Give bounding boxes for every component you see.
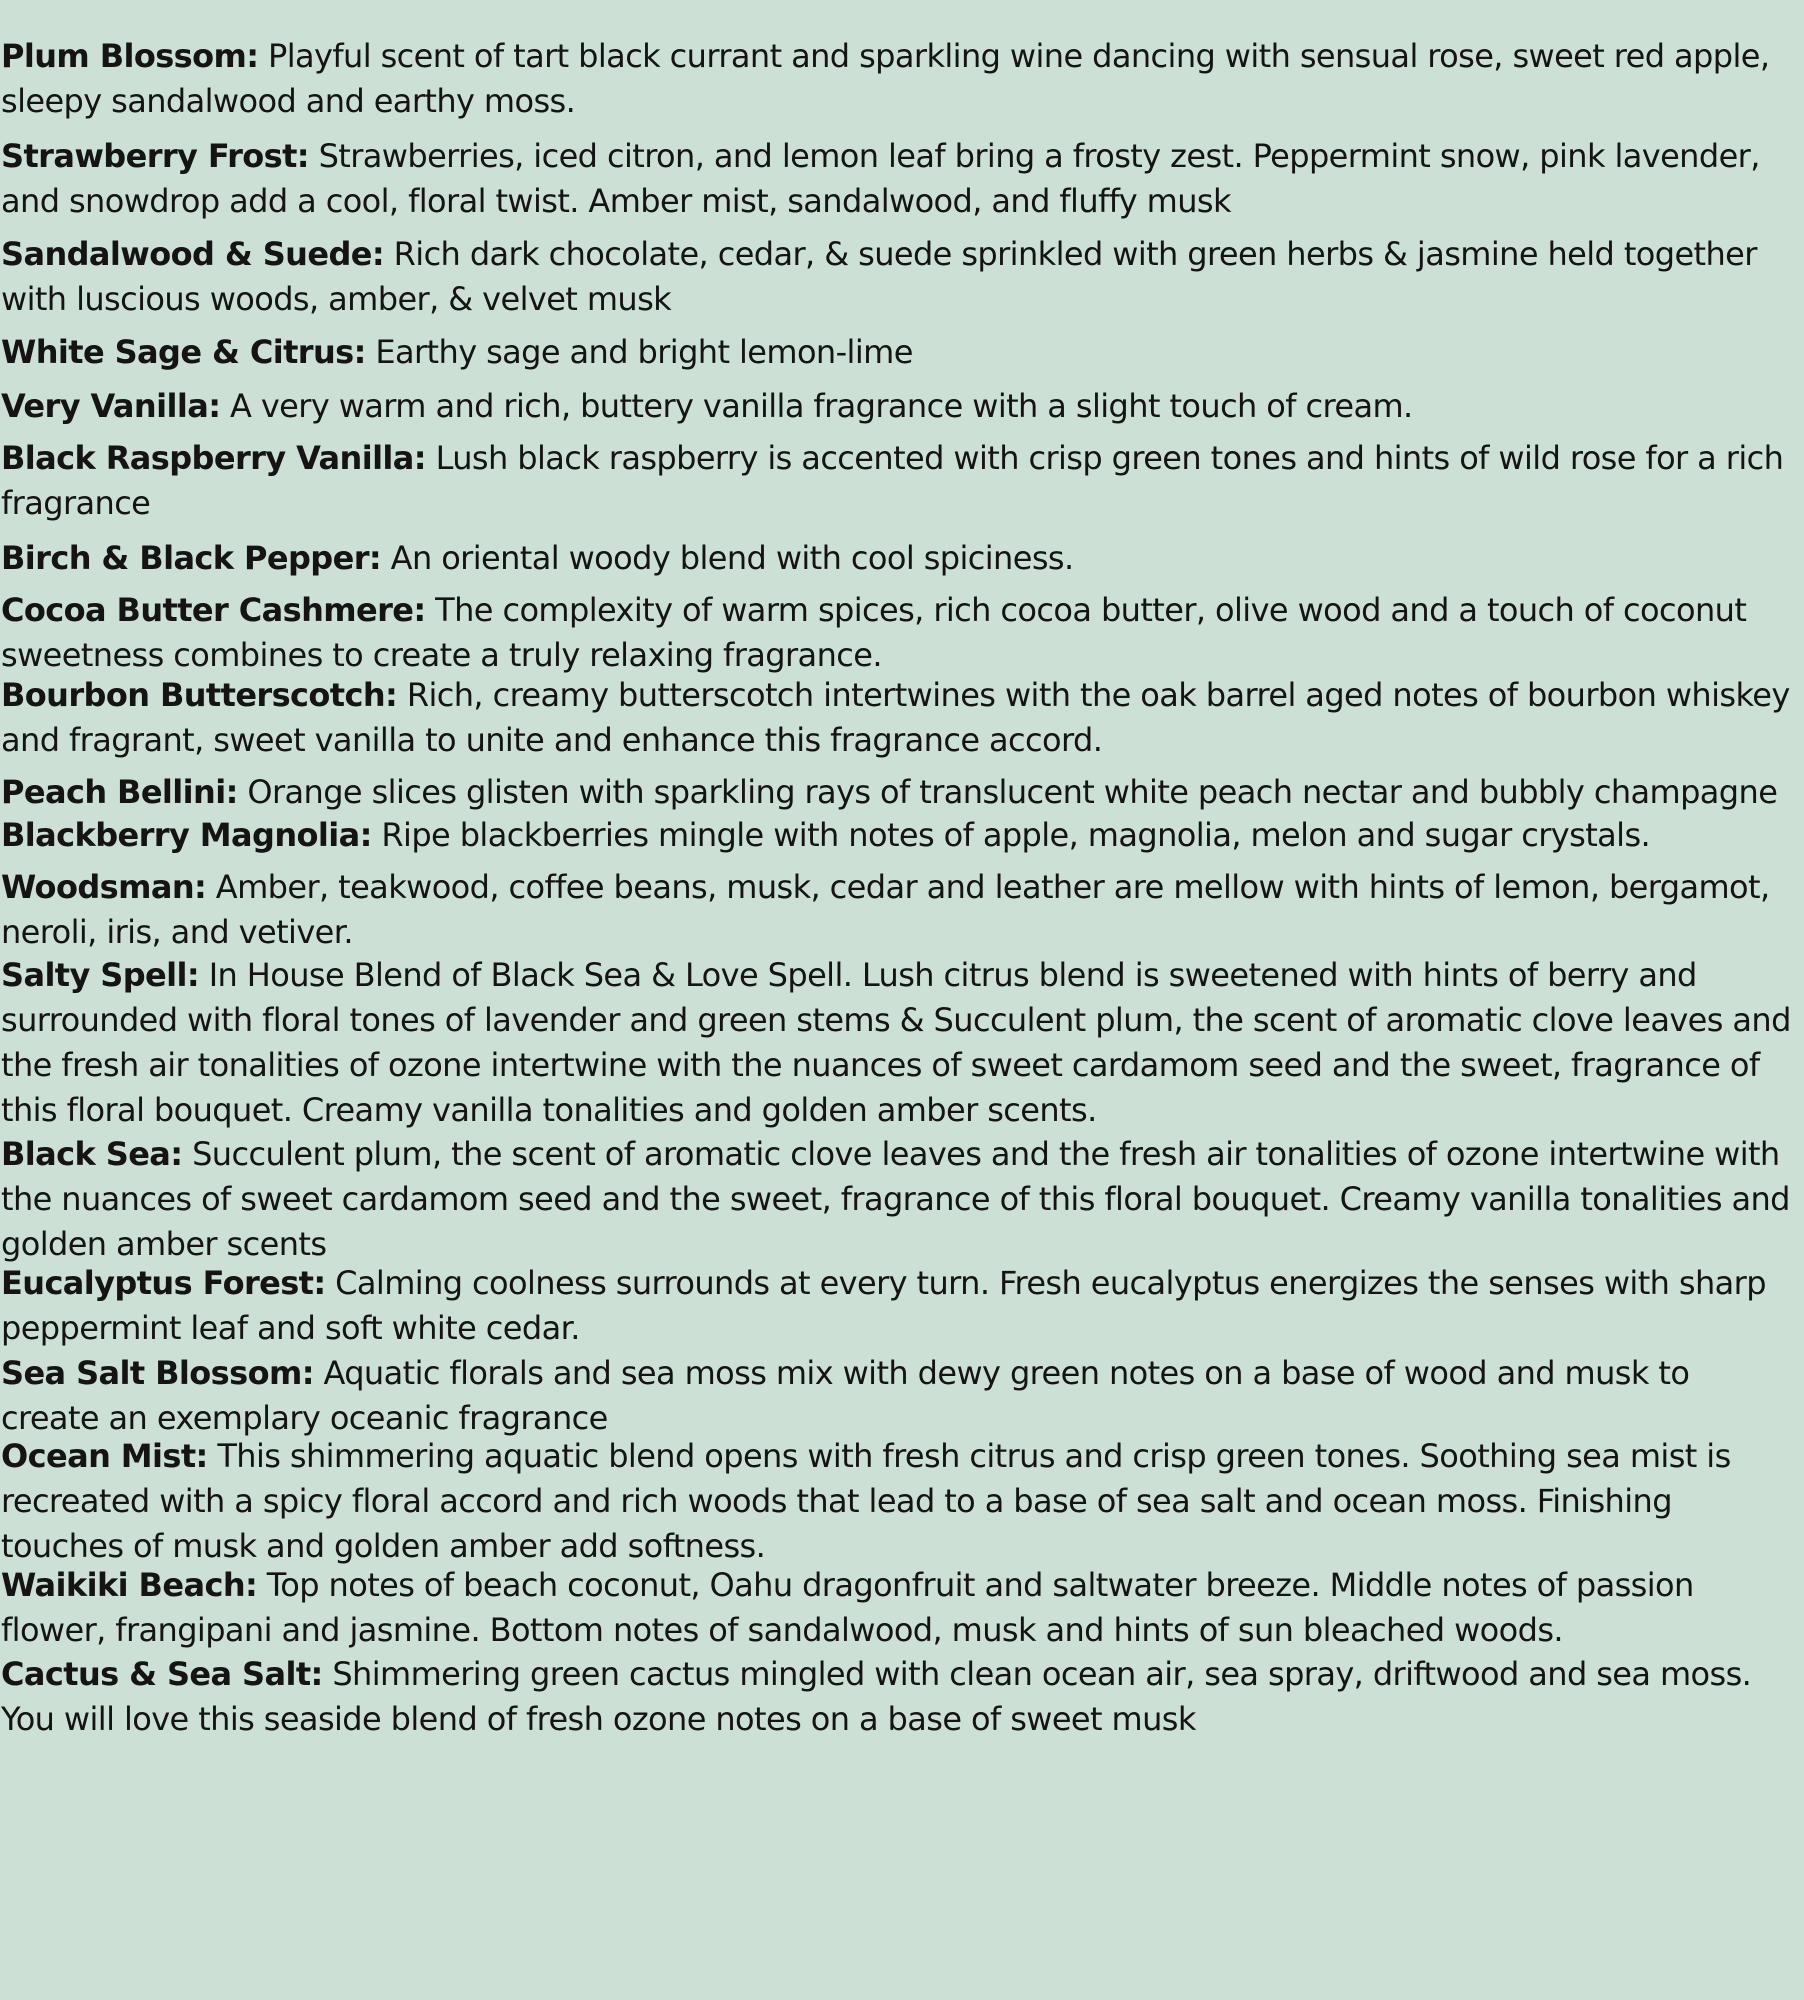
scent-entry-salty-spell xyxy=(1,953,1796,1133)
scent-description: In House Blend of Black Sea & Love Spell. Lush citrus blend is sweetened with hints of berry and surrounded with floral tones of lavender and green stems & Succulent plum, the scent of aromatic clove leaves and the fresh air tonalities of ozone intertwine with the nuances of sweet cardamom seed and the sweet, fragrance of this floral bouquet. Creamy vanilla tonalities and golden amber scents. xyxy=(1,956,1791,1129)
scent-description: A very warm and rich, buttery vanilla fragrance with a slight touch of cream. xyxy=(229,387,1413,425)
scent-description: An oriental woody blend with cool spiciness. xyxy=(390,539,1074,577)
scent-name: White Sage & Citrus: xyxy=(1,333,366,371)
scent-name: Blackberry Magnolia: xyxy=(1,816,372,854)
scent-description: Shimmering green cactus mingled with clean ocean air, sea spray, driftwood and sea moss. You will love this seaside blend of fresh ozone notes on a base of sweet musk xyxy=(1,1655,1752,1738)
scent-description: Strawberries, iced citron, and lemon leaf bring a frosty zest. Peppermint snow, pink lavender, and snowdrop add a cool, floral twist. Amber mist, sandalwood, and fluffy musk xyxy=(1,137,1760,220)
scent-name: Waikiki Beach: xyxy=(1,1566,258,1604)
scent-entry-cactus-sea-salt xyxy=(1,1652,1796,1742)
scent-entry-strawberry-frost xyxy=(1,134,1796,224)
scent-name: Plum Blossom: xyxy=(1,37,259,75)
scent-description: This shimmering aquatic blend opens with fresh citrus and crisp green tones. Soothing sea mist is recreated with a spicy floral accord and rich woods that lead to a base of sea salt and ocean moss. Finishing touches of musk and golden amber add softness. xyxy=(1,1437,1731,1565)
scent-description: Rich dark chocolate, cedar, & suede sprinkled with green herbs & jasmine held together with luscious woods, amber, & velvet musk xyxy=(1,235,1757,318)
scent-entry-black-sea xyxy=(1,1132,1796,1267)
scent-entry-plum-blossom xyxy=(1,34,1796,124)
scent-description: Rich, creamy butterscotch intertwines with the oak barrel aged notes of bourbon whiskey and fragrant, sweet vanilla to unite and enhance this fragrance accord. xyxy=(1,676,1790,759)
scent-entry-birch-black-pepper xyxy=(1,536,1796,581)
scent-name: Birch & Black Pepper: xyxy=(1,539,382,577)
scent-description: Aquatic florals and sea moss mix with dewy green notes on a base of wood and musk to create an exemplary oceanic fragrance xyxy=(1,1354,1690,1437)
scent-name: Peach Bellini: xyxy=(1,773,238,811)
scent-entry-bourbon-butterscotch xyxy=(1,673,1796,763)
scent-name: Sandalwood & Suede: xyxy=(1,235,385,273)
scent-entry-black-raspberry-vanilla xyxy=(1,436,1796,526)
scent-description: Lush black raspberry is accented with crisp green tones and hints of wild rose for a rich fragrance xyxy=(1,439,1784,522)
scent-description: Succulent plum, the scent of aromatic clove leaves and the fresh air tonalities of ozone intertwine with the nuances of sweet cardamom seed and the sweet, fragrance of this floral bouquet. Creamy vanilla tonalities and golden amber scents xyxy=(1,1135,1790,1263)
scent-entry-sea-salt-blossom xyxy=(1,1351,1796,1441)
scent-description: Playful scent of tart black currant and sparkling wine dancing with sensual rose, sweet red apple, sleepy sandalwood and earthy moss. xyxy=(1,37,1770,120)
scent-description: Top notes of beach coconut, Oahu dragonfruit and saltwater breeze. Middle notes of passion flower, frangipani and jasmine. Bottom notes of sandalwood, musk and hints of sun bleached woods. xyxy=(1,1566,1694,1649)
scent-name: Very Vanilla: xyxy=(1,387,221,425)
scent-entry-waikiki-beach xyxy=(1,1563,1796,1653)
scent-name: Strawberry Frost: xyxy=(1,137,309,175)
scent-name: Sea Salt Blossom: xyxy=(1,1354,314,1392)
scent-entry-white-sage-citrus xyxy=(1,330,1796,375)
scent-name: Ocean Mist: xyxy=(1,1437,208,1475)
scent-description: Ripe blackberries mingle with notes of apple, magnolia, melon and sugar crystals. xyxy=(381,816,1651,854)
scent-name: Cactus & Sea Salt: xyxy=(1,1655,323,1693)
scent-entry-ocean-mist xyxy=(1,1434,1796,1569)
scent-name: Bourbon Butterscotch: xyxy=(1,676,398,714)
scent-name: Black Raspberry Vanilla: xyxy=(1,439,426,477)
scent-entry-very-vanilla xyxy=(1,384,1796,429)
scent-entry-blackberry-magnolia xyxy=(1,813,1796,858)
scent-entry-sandalwood-suede xyxy=(1,232,1796,322)
scent-description: Orange slices glisten with sparkling rays of translucent white peach nectar and bubbly champagne xyxy=(247,773,1778,811)
scent-entry-cocoa-butter-cashmere xyxy=(1,588,1796,678)
scent-entry-woodsman xyxy=(1,865,1796,955)
scent-name: Salty Spell: xyxy=(1,956,200,994)
scent-name: Woodsman: xyxy=(1,868,207,906)
scent-description: The complexity of warm spices, rich cocoa butter, olive wood and a touch of coconut sweetness combines to create a truly relaxing fragrance. xyxy=(1,591,1747,674)
scent-name: Eucalyptus Forest: xyxy=(1,1264,326,1302)
scent-name: Cocoa Butter Cashmere: xyxy=(1,591,426,629)
scent-name: Black Sea: xyxy=(1,1135,183,1173)
scent-description: Calming coolness surrounds at every turn. Fresh eucalyptus energizes the senses with sharp peppermint leaf and soft white cedar. xyxy=(1,1264,1766,1347)
scent-description: Amber, teakwood, coffee beans, musk, cedar and leather are mellow with hints of lemon, bergamot, neroli, iris, and vetiver. xyxy=(1,868,1770,951)
scent-entry-peach-bellini xyxy=(1,770,1796,815)
scent-description: Earthy sage and bright lemon-lime xyxy=(375,333,913,371)
scent-entry-eucalyptus-forest xyxy=(1,1261,1796,1351)
